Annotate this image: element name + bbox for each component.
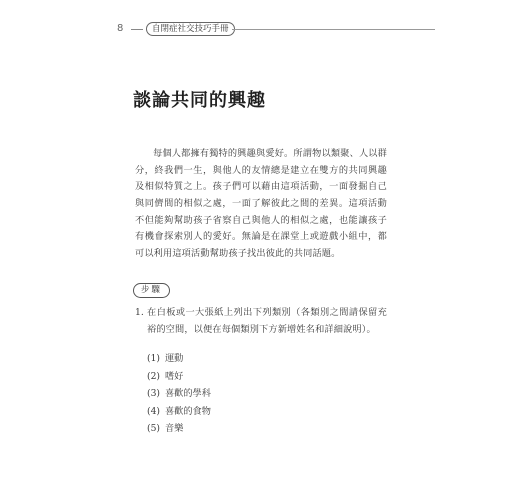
steps-badge: 步驟 [133,283,170,298]
category-item [147,385,211,403]
category-label: 運動 [165,353,184,364]
header-rule [232,29,435,30]
chapter-title: 談論共同的興趣 [133,90,266,111]
category-list [147,350,211,438]
intro-paragraph: 每個人都擁有獨特的興趣與愛好。所謂物以類聚、人以群分，終我們一生，與他人的友情總是建立在雙方的共同興趣及相似特質之上。孩子們可以藉由這項活動，一面發掘自己與同儕間的相似之處，一面了解彼此之間的差異。這項活動不但能夠幫助孩子省察自己與他人的相似之處，也能讓孩子有機會探索別人的愛好。無論是在課堂上或遊戲小組中，都可以利用這項活動幫助孩子找出彼此的共同話題。 [135,148,387,259]
step-number: 1. [135,307,144,318]
category-marker: (4) [147,405,161,417]
running-header [117,22,435,36]
category-item [147,368,211,386]
category-label: 喜歡的學科 [165,388,211,400]
category-item [147,350,211,368]
category-marker: (5) [147,423,161,435]
category-marker: (2) [147,370,161,382]
category-label: 音樂 [165,423,184,435]
page-number: 8 [117,23,124,34]
category-item [147,420,211,438]
category-marker: (1) [147,353,161,364]
category-item [147,403,211,421]
header-divider-short [131,29,143,30]
category-label: 嗜好 [165,370,184,382]
category-marker: (3) [147,388,161,400]
step-text: 在白板或一大張紙上列出下列類別（各類別之間請保留充裕的空間，以便在每個類別下方新增姓名和詳細說明）。 [147,307,387,335]
step-item [135,305,387,338]
category-label: 喜歡的食物 [165,405,211,417]
book-title-badge: 自閉症社交技巧手冊 [146,22,235,36]
